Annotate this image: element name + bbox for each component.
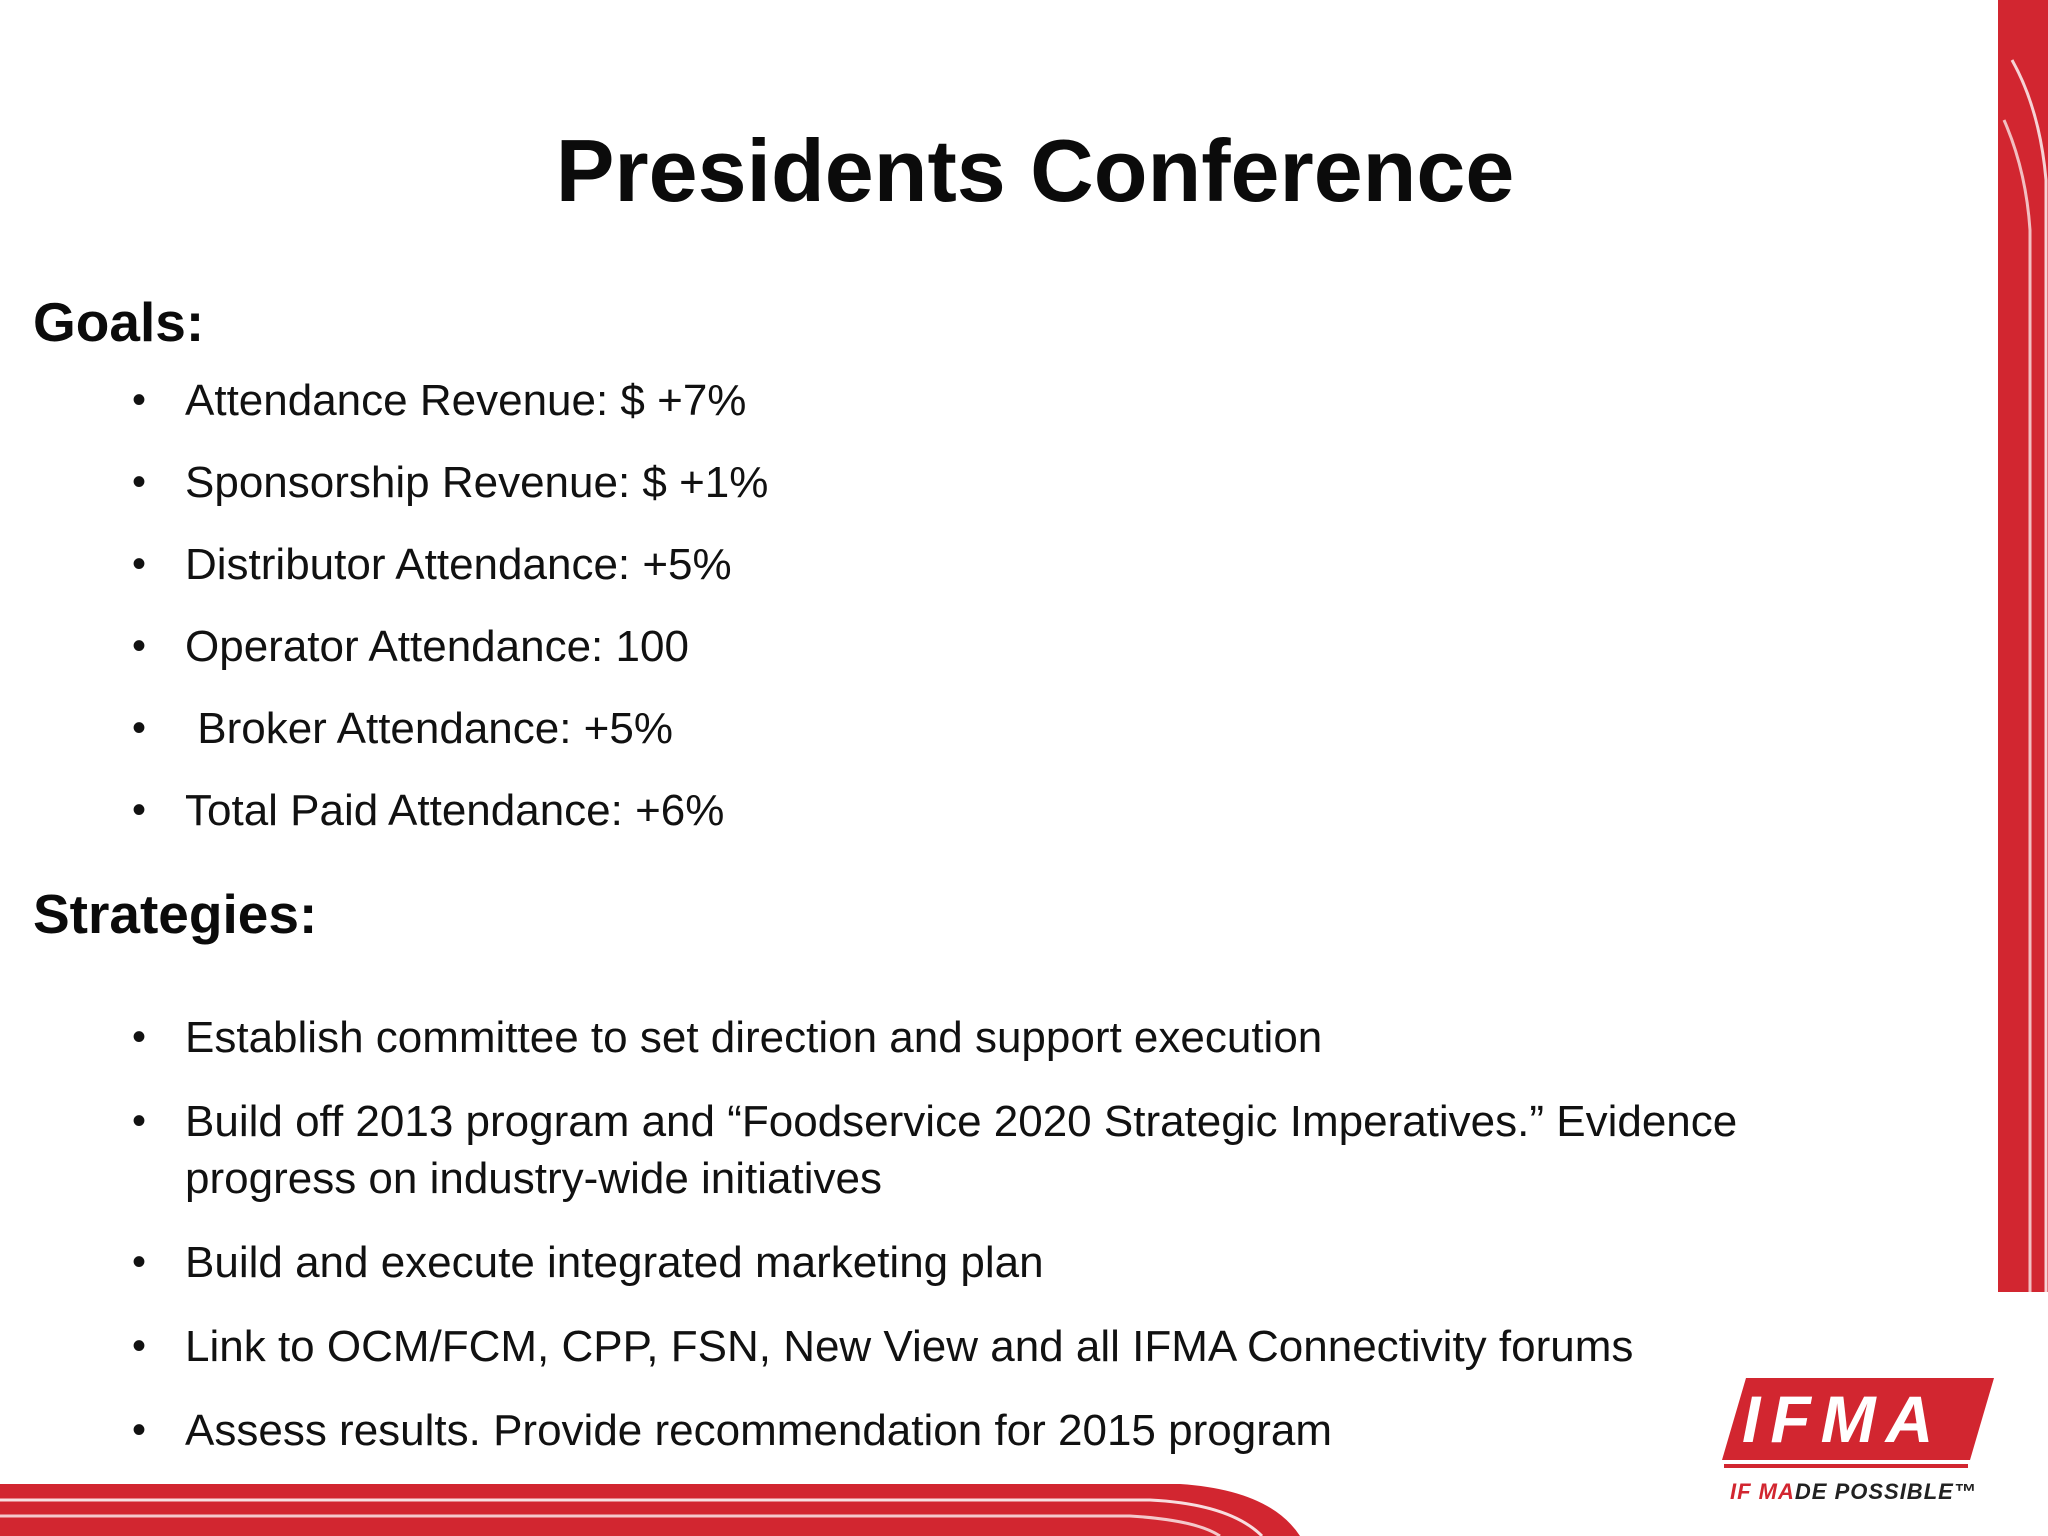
logo-tagline-red: IF MA xyxy=(1730,1479,1795,1504)
right-white-stripe-2 xyxy=(2004,120,2030,1292)
bullet-dot: • xyxy=(132,378,147,422)
bullet-dot: • xyxy=(132,542,147,586)
goal-text: Broker Attendance: +5% xyxy=(185,704,673,753)
bullet-dot: • xyxy=(132,460,147,504)
bullet-dot: • xyxy=(132,1408,147,1452)
right-white-stripe-1 xyxy=(2012,60,2046,1292)
goal-text: Distributor Attendance: +5% xyxy=(185,540,732,589)
bullet-dot: • xyxy=(132,788,147,832)
strategy-text: Build and execute integrated marketing plan xyxy=(185,1238,1044,1287)
goal-text: Attendance Revenue: $ +7% xyxy=(185,376,747,425)
bullet-dot: • xyxy=(132,1324,147,1368)
strategies-heading: Strategies: xyxy=(33,883,318,945)
goal-text: Operator Attendance: 100 xyxy=(185,622,689,671)
strategy-text: Build off 2013 program and “Foodservice 2020 Strategic Imperatives.” Evidence progress on industry-wide initiatives xyxy=(185,1097,1738,1203)
strategy-text: Link to OCM/FCM, CPP, FSN, New View and all IFMA Connectivity forums xyxy=(185,1322,1634,1371)
logo-tagline-rest: DE POSSIBLE™ xyxy=(1794,1479,1977,1504)
goals-heading: Goals: xyxy=(33,291,205,353)
logo-tagline xyxy=(1730,1479,1977,1505)
bullet-dot: • xyxy=(132,1099,147,1143)
bullet-dot: • xyxy=(132,624,147,668)
bottom-white-stripe-2 xyxy=(0,1516,1220,1536)
bottom-red-band xyxy=(0,1484,1300,1536)
bullet-dot: • xyxy=(132,1240,147,1284)
bullet-dot: • xyxy=(132,706,147,750)
slide-title: Presidents Conference xyxy=(555,121,1515,220)
goal-text: Sponsorship Revenue: $ +1% xyxy=(185,458,769,507)
strategy-text: Assess results. Provide recommendation for 2015 program xyxy=(185,1406,1332,1455)
strategy-text: Establish committee to set direction and support execution xyxy=(185,1013,1323,1062)
logo-wordmark: IFMA xyxy=(1742,1382,1944,1456)
bullet-dot: • xyxy=(132,1015,147,1059)
goal-text: Total Paid Attendance: +6% xyxy=(185,786,725,835)
bottom-white-stripe-1 xyxy=(0,1500,1262,1536)
